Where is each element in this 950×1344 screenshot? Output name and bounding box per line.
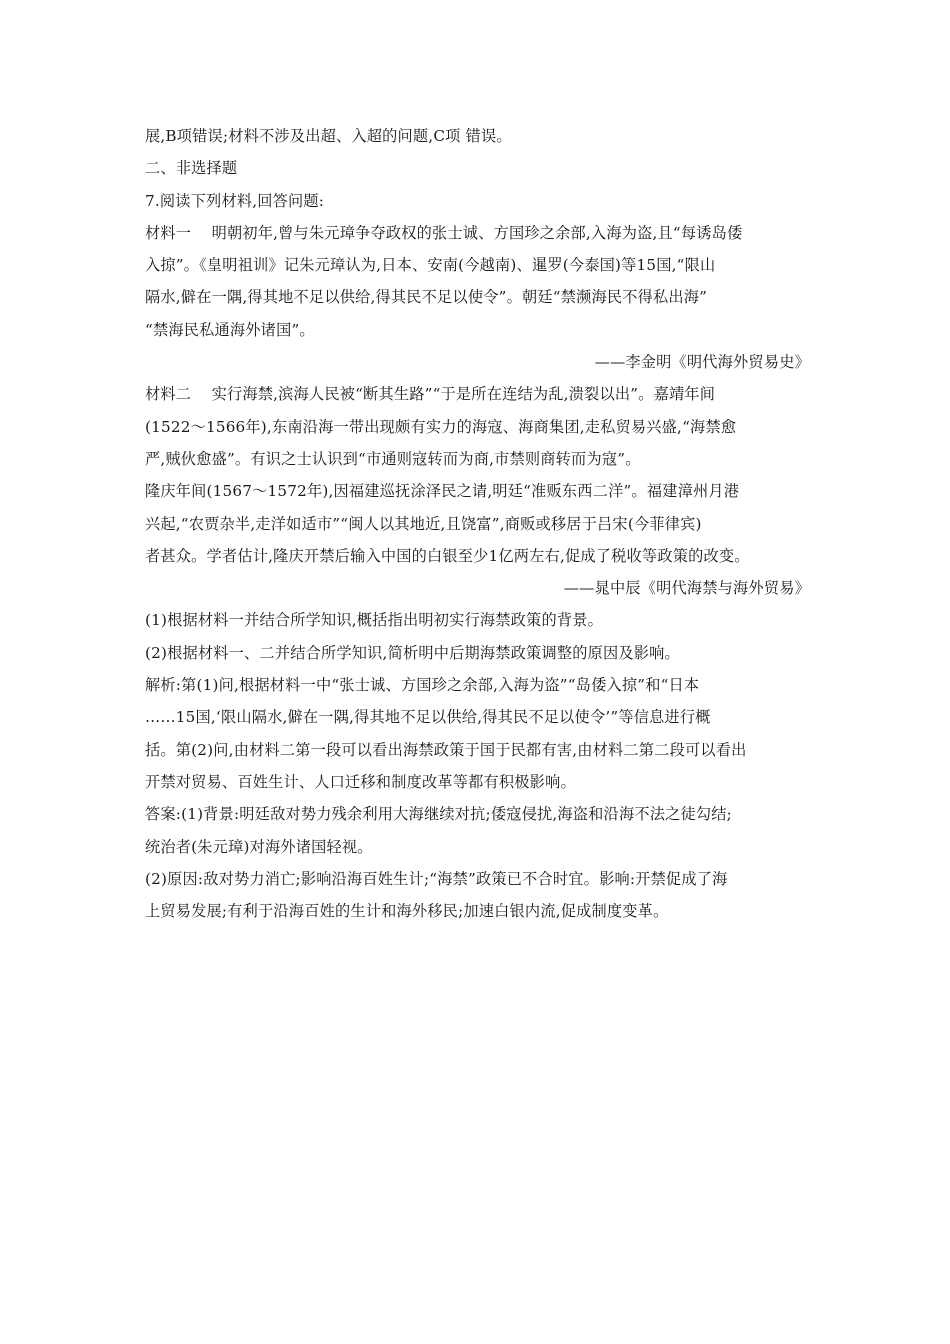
material-one-line-3: 隔水,僻在一隅,得其地不足以供给,得其民不足以使令”。朝廷“禁濒海民不得私出海” <box>145 288 708 307</box>
material-two-line-4: 隆庆年间(1567～1572年),因福建巡抚涂泽民之请,明廷“准贩东西二洋”。福建漳州月港 <box>145 482 740 501</box>
material-two-line-5: 兴起,“农贾杂半,走洋如适市”“闽人以其地近,且饶富”,商贩或移居于吕宋(今菲律宾) <box>145 514 702 533</box>
material-two-citation: ——晁中辰《明代海禁与海外贸易》 <box>563 579 810 598</box>
section-heading: 二、非选择题 <box>145 159 238 178</box>
answer-line-4: 上贸易发展;有利于沿海百姓的生计和海外移民;加速白银内流,促成制度变革。 <box>145 902 669 921</box>
material-two-line-3: 严,贼伙愈盛”。有识之士认识到“市通则寇转而为商,市禁则商转而为寇”。 <box>145 449 641 468</box>
analysis-line-3: 括。第(2)问,由材料二第一段可以看出海禁政策于国于民都有害,由材料二第二段可以看出 <box>145 740 747 759</box>
material-two-line-2: (1522～1566年),东南沿海一带出现颇有实力的海寇、海商集团,走私贸易兴盛,“海禁愈 <box>145 417 737 436</box>
material-one-line-2: 入掠”。《皇明祖训》记朱元璋认为,日本、安南(今越南)、暹罗(今泰国)等15国,“限山 <box>145 256 716 275</box>
answer-line-3: (2)原因:敌对势力消亡;影响沿海百姓生计;“海禁”政策已不合时宜。影响:开禁促成了海 <box>145 869 728 888</box>
answer-line-1: 答案:(1)背景:明廷敌对势力残余利用大海继续对抗;倭寇侵扰,海盗和沿海不法之徒勾结; <box>145 805 732 824</box>
document-page <box>145 120 810 927</box>
analysis-line-2: ……15国,‘限山隔水,僻在一隅,得其地不足以供给,得其民不足以使令’”等信息进行概 <box>145 708 711 727</box>
material-two-line-6: 者甚众。学者估计,隆庆开禁后输入中国的白银至少1亿两左右,促成了税收等政策的改变。 <box>145 546 750 565</box>
material-one-line-1: 材料一 明朝初年,曾与朱元璋争夺政权的张士诚、方国珍之余部,入海为盗,且“每诱岛倭 <box>145 223 743 242</box>
sub-question-2: (2)根据材料一、二并结合所学知识,简析明中后期海禁政策调整的原因及影响。 <box>145 643 680 662</box>
answer-line-2: 统治者(朱元璋)对海外诸国轻视。 <box>145 837 373 856</box>
analysis-line-1: 解析:第(1)问,根据材料一中“张士诚、方国珍之余部,入海为盗”“岛倭入掠”和“日本 <box>145 676 700 695</box>
material-one-line-4: “禁海民私通海外诸国”。 <box>145 320 315 339</box>
material-two-line-1: 材料二 实行海禁,滨海人民被“断其生路”“于是所在连结为乱,溃裂以出”。嘉靖年间 <box>145 385 716 404</box>
analysis-line-4: 开禁对贸易、百姓生计、人口迁移和制度改革等都有积极影响。 <box>145 772 576 791</box>
text-line-continuation: 展,B项错误;材料不涉及出超、入超的问题,C项 错误。 <box>145 127 512 145</box>
question-prompt: 7.阅读下列材料,回答问题: <box>145 191 325 210</box>
sub-question-1: (1)根据材料一并结合所学知识,概括指出明初实行海禁政策的背景。 <box>145 611 603 630</box>
material-one-citation: ——李金明《明代海外贸易史》 <box>594 353 810 372</box>
